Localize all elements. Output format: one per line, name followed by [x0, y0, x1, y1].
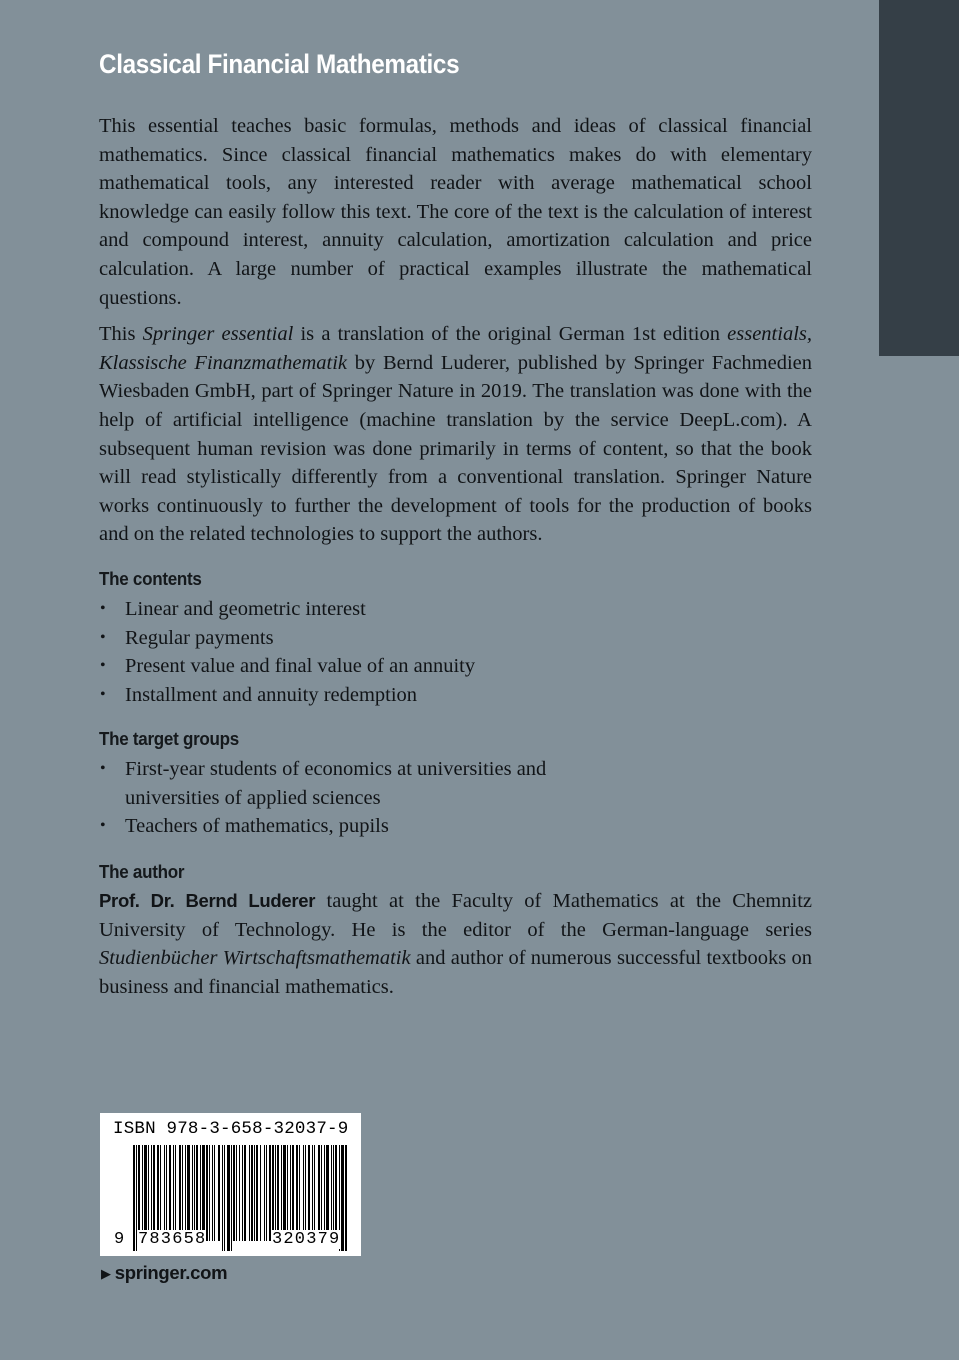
barcode-bar: [222, 1145, 223, 1251]
barcode-bar: [312, 1145, 313, 1241]
barcode-bar: [151, 1145, 152, 1241]
bullet-icon: •: [100, 599, 106, 617]
contents-item: [99, 652, 812, 681]
barcode-bar: [331, 1145, 332, 1241]
barcode-bar: [236, 1145, 237, 1241]
target-group-item: [99, 812, 812, 841]
author-heading: The author: [99, 861, 185, 883]
barcode-digits-right: 320379: [272, 1230, 341, 1249]
target-group-item: [99, 755, 585, 812]
barcode-bar: [227, 1145, 230, 1251]
book-title: Classical Financial Mathematics: [99, 49, 460, 79]
triangle-right-icon: ▶: [101, 1266, 111, 1281]
springer-essential-term: Springer essential: [142, 323, 294, 346]
barcode-bar: [192, 1145, 193, 1241]
barcode-bar: [314, 1145, 315, 1241]
translation-note-paragraph: [99, 320, 812, 549]
barcode-bar: [164, 1145, 165, 1241]
isbn-barcode: [100, 1113, 361, 1256]
bullet-icon: •: [100, 628, 106, 646]
barcode-bar: [202, 1145, 205, 1241]
barcode-bar: [212, 1145, 213, 1241]
barcode-bar: [185, 1145, 186, 1241]
barcode-bar: [244, 1145, 246, 1241]
barcode-bar: [160, 1145, 161, 1241]
barcode-bar: [249, 1145, 250, 1241]
barcode-bar: [303, 1145, 304, 1241]
barcode-bar: [275, 1145, 276, 1241]
back-cover-content: [99, 44, 812, 1001]
target-groups-heading: The target groups: [99, 728, 239, 750]
bullet-icon: •: [100, 685, 106, 703]
barcode-bar: [335, 1145, 337, 1241]
barcode-bar: [206, 1145, 208, 1241]
barcode-bar: [326, 1145, 329, 1241]
barcode-bar: [166, 1145, 167, 1241]
barcode-bar: [269, 1145, 271, 1241]
barcode-bar: [292, 1145, 294, 1241]
springer-link[interactable]: [101, 1262, 227, 1284]
barcode-bar: [254, 1145, 255, 1241]
barcode-bar: [277, 1145, 279, 1241]
barcode-bar: [175, 1145, 176, 1241]
contents-item-text: Installment and annuity redemption: [125, 683, 418, 706]
barcode-bar: [209, 1145, 210, 1241]
barcode-bar: [169, 1145, 171, 1241]
barcode-bar: [218, 1145, 220, 1241]
barcode-bar: [299, 1145, 300, 1241]
barcode-bar: [224, 1145, 225, 1251]
contents-item: [99, 595, 812, 624]
barcode-bar: [233, 1145, 235, 1241]
author-text-1: taught at the Faculty of Mathematics at the Chemnitz University of Technology. He is the editor of the German-language series: [99, 890, 812, 941]
barcode-bar: [256, 1145, 258, 1241]
isbn-label: ISBN 978-3-658-32037-9: [113, 1119, 349, 1139]
contents-item: [99, 681, 812, 710]
barcode-bar: [272, 1145, 274, 1241]
target-groups-list: [99, 755, 812, 841]
bullet-icon: •: [100, 657, 106, 675]
barcode-bar: [308, 1145, 310, 1241]
barcode-bar: [148, 1145, 149, 1241]
bullet-icon: •: [100, 817, 106, 835]
contents-item-text: Linear and geometric interest: [125, 597, 366, 620]
barcode-bar: [266, 1145, 267, 1241]
contents-item-text: Present value and final value of an annuity: [125, 655, 476, 678]
barcode-bar: [187, 1145, 190, 1241]
barcode-bar: [283, 1145, 286, 1241]
barcode-bar: [133, 1145, 135, 1251]
barcode-bar: [296, 1145, 298, 1241]
contents-item: [99, 624, 812, 653]
barcode-digits-left: 783658: [138, 1230, 207, 1249]
series-title: Studienbücher Wirtschaftsmathematik: [99, 947, 411, 970]
barcode-bar: [196, 1145, 198, 1241]
barcode-bar: [138, 1145, 140, 1241]
barcode-bar: [260, 1145, 261, 1241]
barcode-bar: [281, 1145, 282, 1241]
barcode-bar: [200, 1145, 201, 1241]
barcode-bar: [242, 1145, 243, 1241]
barcode-bar: [287, 1145, 288, 1241]
author-paragraph: [99, 887, 812, 1001]
target-group-item-text: Teachers of mathematics, pupils: [125, 815, 389, 838]
barcode-bar: [142, 1145, 143, 1241]
barcode-bar: [153, 1145, 155, 1241]
barcode-bar: [251, 1145, 253, 1241]
bullet-icon: •: [100, 760, 106, 778]
springer-link-text: springer.com: [114, 1262, 228, 1283]
barcode-digit-first: 9: [114, 1230, 125, 1249]
author-text-2: and author of numerous successful textbooks on business and financial mathematics.: [99, 947, 812, 998]
barcode-bar: [182, 1145, 183, 1241]
barcode-bar: [321, 1145, 322, 1241]
barcode-bar: [179, 1145, 181, 1241]
barcode-bar: [231, 1145, 232, 1251]
barcode-bar: [157, 1145, 159, 1241]
barcode-bar: [136, 1145, 137, 1251]
barcode-bar: [305, 1145, 306, 1241]
barcode-bar: [173, 1145, 174, 1241]
barcode-bar: [194, 1145, 195, 1241]
translation-note-text-3: by Bernd Luderer, published by Springer Fachmedien Wiesbaden GmbH, part of Springer Nature in 2019. The translation was done with the help of artificial intelligence (machine translation by the service DeepL.com). A subsequent human revision was done primarily in terms of content, so that the book will read stylistically differently from a conventional translation. Springer Nature works continuously to further the development of tools for the production of books and on the related technologies to support the authors.: [99, 351, 812, 546]
contents-heading: The contents: [99, 567, 202, 589]
barcode-bar: [318, 1145, 320, 1241]
contents-item-text: Regular payments: [125, 626, 274, 649]
barcode-bar: [144, 1145, 147, 1241]
author-name: Prof. Dr. Bernd Luderer: [99, 890, 316, 912]
barcode-bar: [333, 1145, 334, 1241]
barcode-bar: [290, 1145, 291, 1241]
barcode-bar: [345, 1145, 347, 1251]
barcode-bar: [341, 1145, 344, 1251]
barcode-bar: [264, 1145, 265, 1241]
corner-tab: [879, 0, 959, 356]
barcode-bar: [324, 1145, 325, 1241]
translation-note-text-2: is a translation of the original German 1st edition: [293, 323, 728, 346]
contents-list: [99, 595, 812, 709]
original-title: essentials, Klassische Finanzmathematik: [99, 323, 812, 374]
barcode-bar: [239, 1145, 240, 1241]
barcode-bar: [214, 1145, 215, 1241]
intro-paragraph: This essential teaches basic formulas, methods and ideas of classical financial mathematics. Since classical financial mathematics makes do with elementary mathematical tools, any interested reader with average mathematical school knowledge can easily follow this text. The core of the text is the calculation of interest and compound interest, annuity calculation, amortization calculation and price calculation. A large number of practical examples illustrate the mathematical questions.: [99, 115, 812, 309]
target-group-item-text: First-year students of economics at universities and universities of applied sciences: [125, 758, 547, 809]
translation-note-text-1: This: [99, 323, 143, 346]
